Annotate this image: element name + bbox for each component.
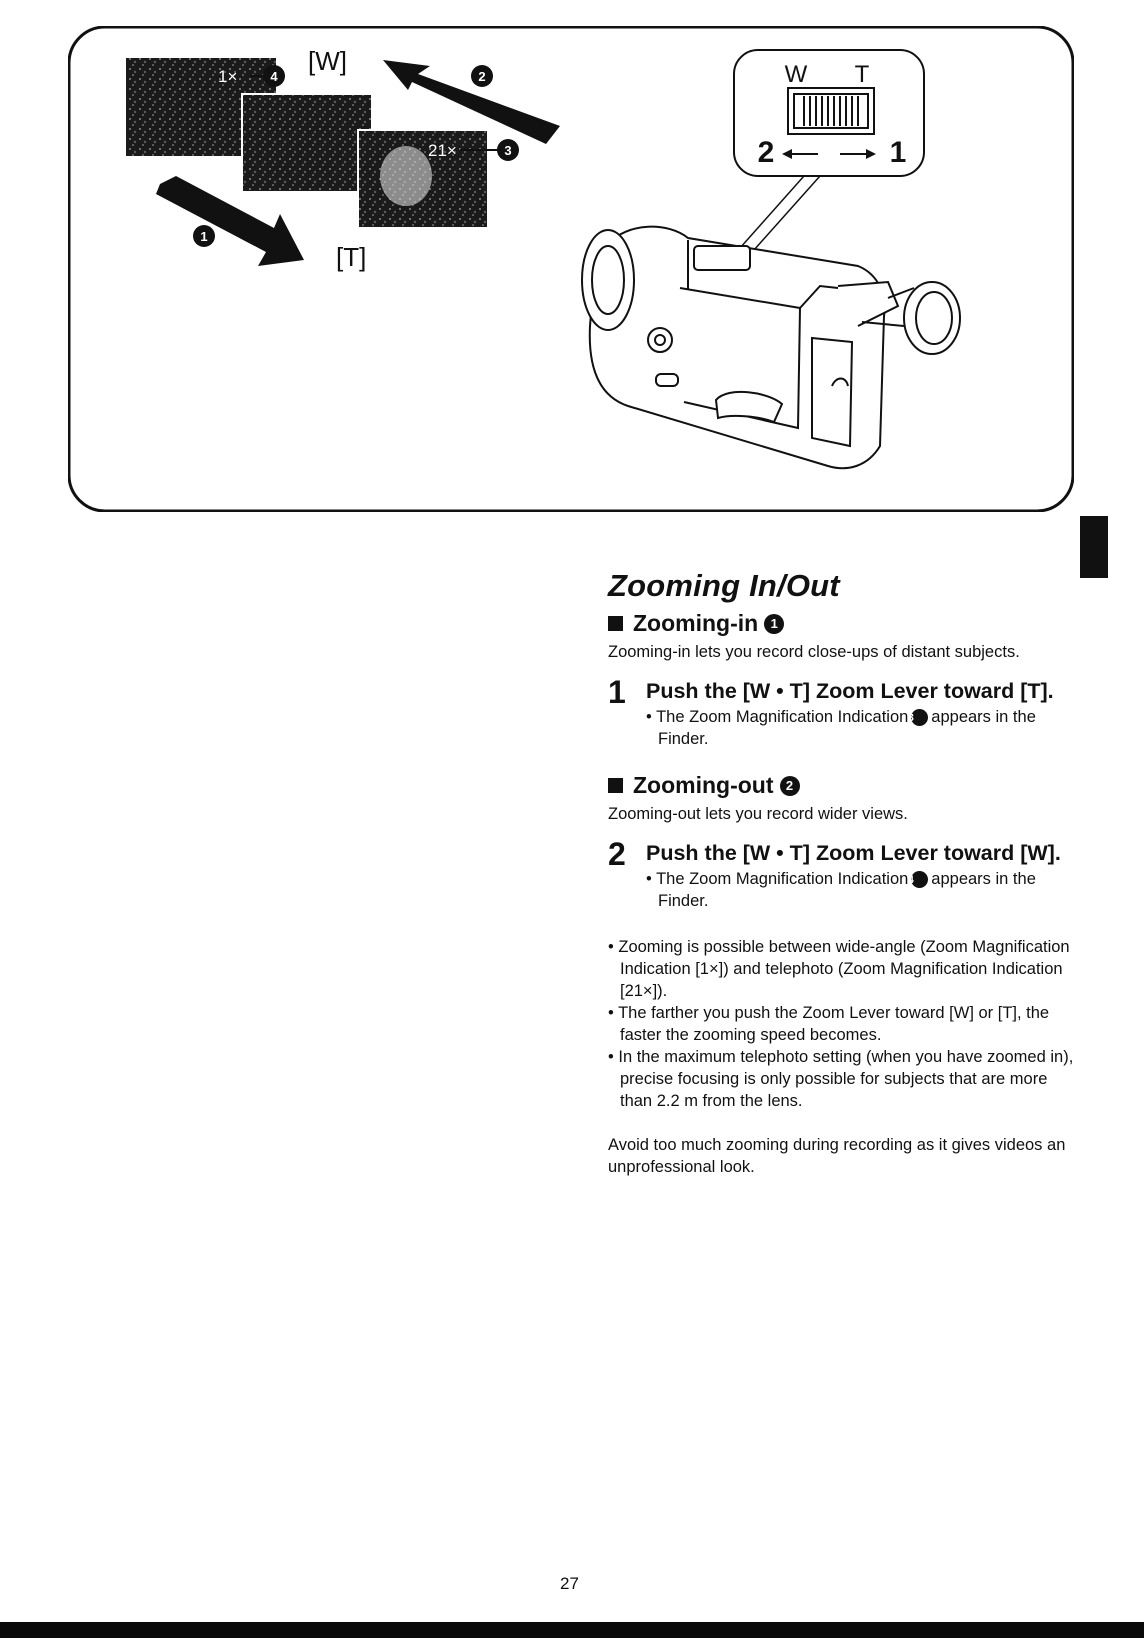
square-bullet-icon (608, 616, 623, 631)
marker-2-icon: 2 (780, 776, 800, 796)
zoom-illustration (68, 26, 1074, 512)
zoom-in-description: Zooming-in lets you record close-ups of distant subjects. (608, 643, 1020, 661)
zoom-out-heading (608, 772, 1078, 799)
svg-text:W: W (784, 61, 808, 88)
svg-text:2: 2 (478, 69, 486, 84)
zoom-in-section (608, 610, 1078, 750)
notes-list (608, 936, 1078, 1112)
marker-1-icon: 1 (764, 614, 784, 634)
step-number: 1 (608, 674, 626, 710)
step-instruction: Push the [W • T] Zoom Lever toward [W]. (646, 841, 1061, 865)
section-tab (1080, 516, 1108, 578)
zoom-lever-callout (734, 50, 924, 250)
zoom-in-heading-text: Zooming-in (633, 610, 759, 636)
marker-3-icon: 3 (911, 709, 928, 726)
step-note: • The Zoom Magnification Indication4 appears in the Finder. (646, 870, 1036, 910)
svg-text:2: 2 (757, 136, 775, 169)
label-w: [W] (308, 46, 347, 76)
section-title: Zooming In/Out (608, 568, 840, 603)
step-note: • The Zoom Magnification Indication3 appears in the Finder. (646, 708, 1036, 748)
screen-zoom-21x: 21× (428, 141, 457, 160)
page-number: 27 (560, 1574, 579, 1593)
step-number: 2 (608, 836, 626, 872)
screen-mid (242, 94, 372, 192)
step-instruction: Push the [W • T] Zoom Lever toward [T]. (646, 679, 1054, 703)
note-item: • Zooming is possible between wide-angle (Zoom Magnification Indication [1×]) and telephoto (Zoom Magnification Indication [21×]). (608, 938, 1070, 1000)
svg-text:1: 1 (200, 229, 208, 244)
note-item: • In the maximum telephoto setting (when you have zoomed in), precise focusing is only possible for subjects that are more than 2.2 m from the lens. (608, 1048, 1074, 1110)
zoom-out-description: Zooming-out lets you record wider views. (608, 805, 908, 823)
svg-text:1: 1 (889, 136, 907, 169)
content-column (608, 568, 1078, 1195)
marker-4-icon: 4 (911, 871, 928, 888)
page-bottom-bar (0, 1622, 1144, 1638)
screen-zoom-1x: 1× (218, 67, 238, 86)
svg-text:T: T (854, 61, 870, 88)
svg-text:3: 3 (504, 143, 512, 158)
square-bullet-icon (608, 778, 623, 793)
zoom-out-heading-text: Zooming-out (633, 772, 774, 798)
camcorder-illustration (582, 227, 960, 469)
label-t: [T] (336, 242, 367, 272)
note-item: • The farther you push the Zoom Lever toward [W] or [T], the faster the zooming speed becomes. (608, 1004, 1050, 1044)
step-1 (608, 674, 1078, 750)
closing-advice: Avoid too much zooming during recording as it gives videos an unprofessional look. (608, 1136, 1066, 1176)
zoom-in-heading (608, 610, 1078, 637)
svg-text:4: 4 (270, 69, 278, 84)
step-2 (608, 836, 1078, 912)
zoom-out-section (608, 772, 1078, 912)
